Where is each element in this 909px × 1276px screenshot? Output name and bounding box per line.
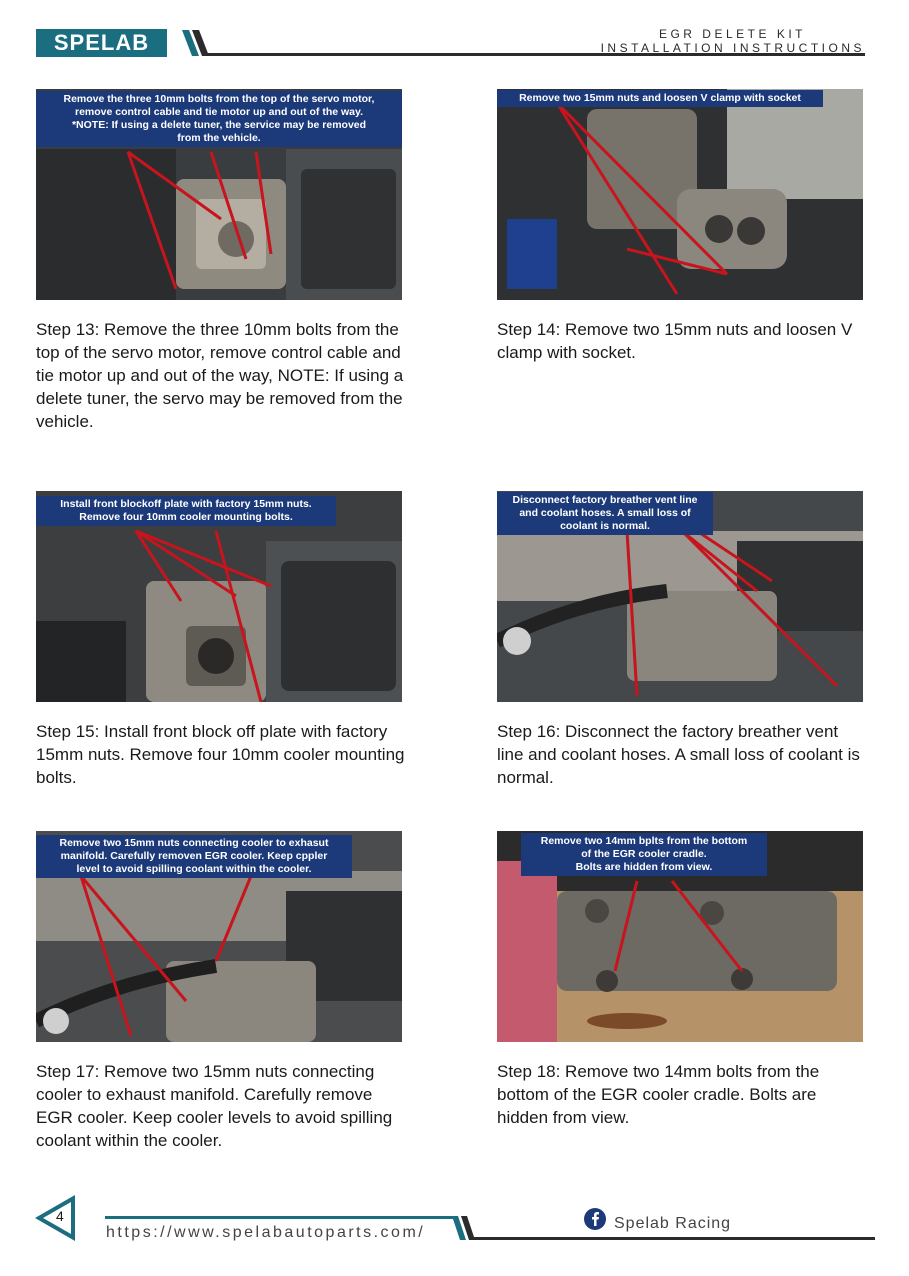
facebook-icon[interactable]: [584, 1208, 606, 1230]
step-14-caption: Step 14: Remove two 15mm nuts and loosen V clamp with socket.: [497, 320, 853, 362]
step-17-caption: Step 17: Remove two 15mm nuts connecting cooler to exhaust manifold. Carefully remove EGR cooler. Keep cooler levels to avoid spilling coolant within the cooler.: [36, 1062, 393, 1150]
step-15-callout: Install front blockoff plate with factory 15mm nuts. Remove four 10mm cooler mounting bolts.: [36, 496, 336, 526]
step-15-caption: Step 15: Install front block off plate with factory 15mm nuts. Remove four 10mm cooler mounting bolts.: [36, 722, 405, 787]
spelab-logo: SPELAB: [36, 29, 167, 57]
facebook-label[interactable]: Spelab Racing: [614, 1215, 732, 1232]
page-number: 4: [56, 1208, 64, 1224]
step-16-caption: Step 16: Disconnect the factory breather vent line and coolant hoses. A small loss of coolant is normal.: [497, 722, 860, 787]
step-16-callout: Disconnect factory breather vent line and coolant hoses. A small loss of coolant is normal.: [497, 492, 713, 535]
step-14-callout: Remove two 15mm nuts and loosen V clamp with socket: [497, 90, 823, 107]
step-17-callout: Remove two 15mm nuts connecting cooler to exhasut manifold. Carefully removen EGR cooler. Keep cppler level to avoid spilling coolant within the cooler.: [36, 835, 352, 878]
step-18-caption: Step 18: Remove two 14mm bolts from the bottom of the EGR cooler cradle. Bolts are hidden from view.: [497, 1062, 820, 1127]
footer-rule: [105, 1216, 457, 1219]
step-13-photo: [36, 89, 402, 300]
step-15-photo: [36, 491, 402, 702]
step-13-callout: Remove the three 10mm bolts from the top of the servo motor, remove control cable and tie motor up and out of the way. *NOTE: If using a delete tuner, the service may be removed from the vehicle.: [36, 91, 402, 147]
document-title: EGR DELETE KIT: [658, 27, 806, 41]
step-18-photo: [497, 831, 863, 1042]
document-subtitle: INSTALLATION INSTRUCTIONS: [600, 41, 865, 55]
step-13-caption: Step 13: Remove the three 10mm bolts from the top of the servo motor, remove control cable and tie motor up and out of the way, NOTE: If using a delete tuner, the servo may be removed from the vehicle.: [36, 320, 404, 431]
step-17-photo: [36, 831, 402, 1042]
footer-rule-dark: [470, 1237, 875, 1240]
website-link[interactable]: https://www.spelabautoparts.com/: [106, 1224, 426, 1241]
step-16-photo: [497, 491, 863, 702]
step-18-callout: Remove two 14mm bplts from the bottom of the EGR cooler cradle. Bolts are hidden from view.: [521, 833, 767, 876]
step-14-photo: [497, 89, 863, 300]
